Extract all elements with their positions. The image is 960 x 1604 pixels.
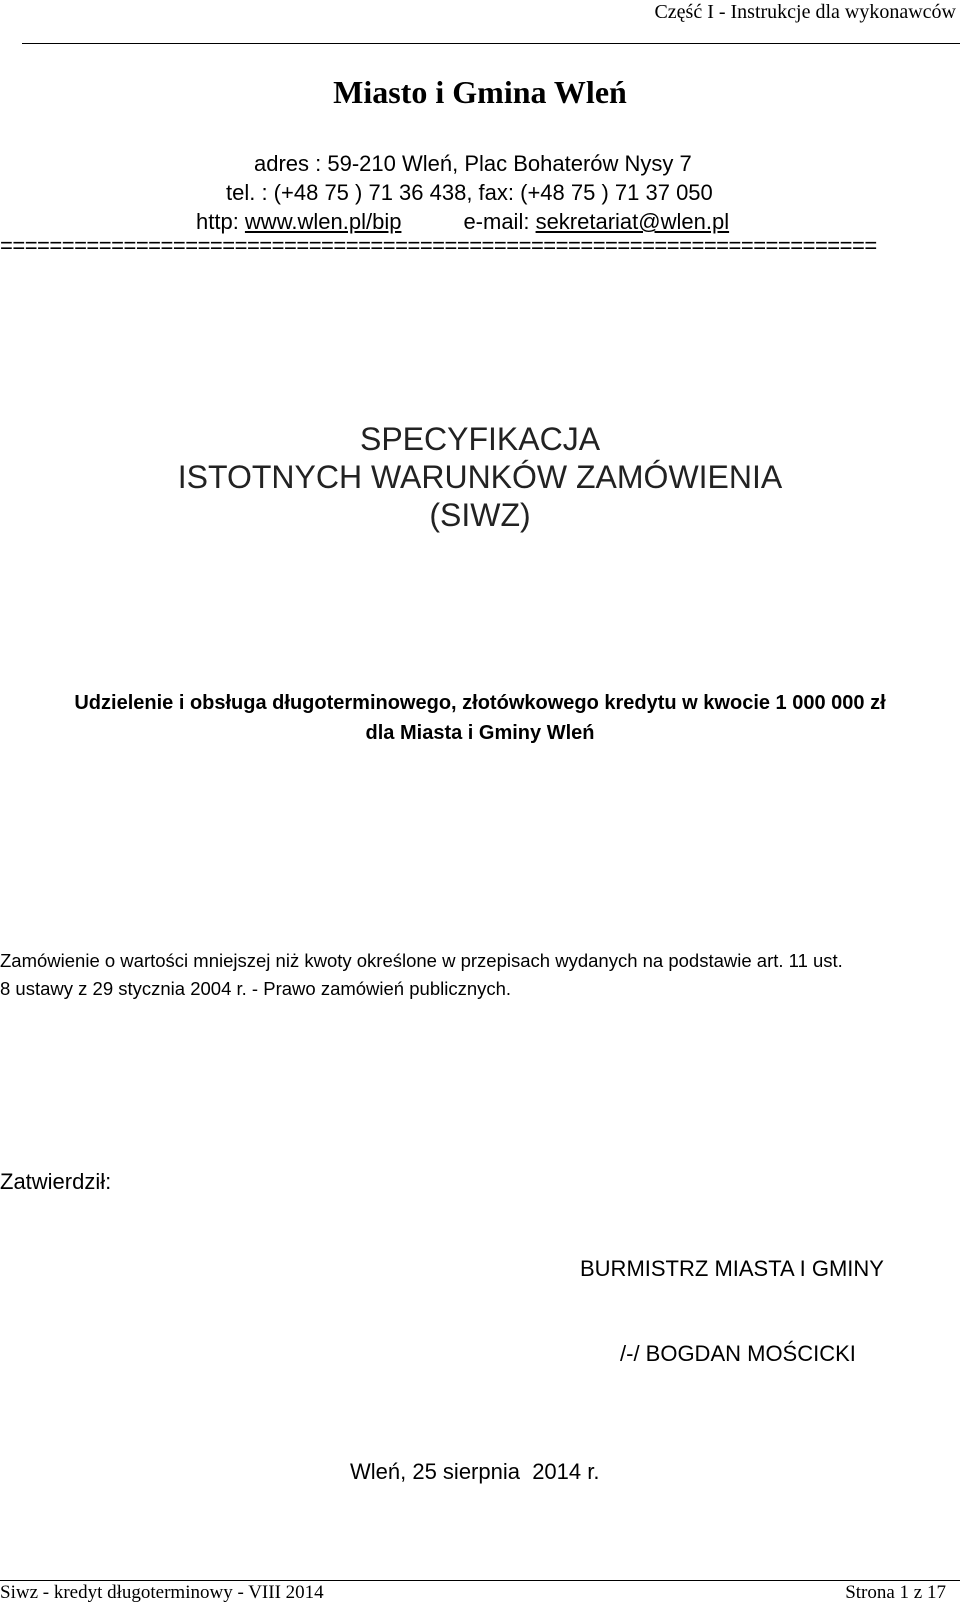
legal-note-line-2: 8 ustawy z 29 stycznia 2004 r. - Prawo zamówień publicznych. <box>0 978 512 999</box>
email-link[interactable]: sekretariat@wlen.pl <box>535 209 730 234</box>
running-header: Część I - Instrukcje dla wykonawców <box>654 1 956 23</box>
web-label: http: <box>196 209 245 234</box>
subject-line-1: Udzielenie i obsługa długoterminowego, złotówkowego kredytu w kwocie 1 000 000 zł <box>74 692 886 714</box>
subject-line-2: dla Miasta i Gminy Wleń <box>365 722 595 744</box>
mayor-title: BURMISTRZ MIASTA I GMINY <box>580 1256 884 1281</box>
website-link[interactable]: www.wlen.pl/bip <box>244 209 402 234</box>
footer-document-label: Siwz - kredyt długoterminowy - VIII 2014 <box>0 1582 324 1603</box>
separator-line: ======================================================================= <box>0 233 877 258</box>
footer-page-number: Strona 1 z 17 <box>845 1582 946 1603</box>
phone-line: tel. : (+48 75 ) 71 36 438, fax: (+48 75 ) 71 37 050 <box>226 180 713 205</box>
place-date: Wleń, 25 sierpnia 2014 r. <box>350 1459 600 1484</box>
mayor-name: /-/ BOGDAN MOŚCICKI <box>620 1341 856 1366</box>
legal-note-line-1: Zamówienie o wartości mniejszej niż kwoty określone w przepisach wydanych na podstawie art. 11 ust. <box>0 950 843 971</box>
address-line: adres : 59-210 Wleń, Plac Bohaterów Nysy 7 <box>254 151 692 176</box>
email-label: e-mail: <box>463 209 536 234</box>
document-title-line-1: SPECYFIKACJA <box>359 421 601 457</box>
web-email-line <box>196 208 729 236</box>
organization-name: Miasto i Gmina Wleń <box>333 74 627 110</box>
approved-by-label: Zatwierdził: <box>0 1169 112 1194</box>
header-rule <box>22 43 960 44</box>
document-title-line-2: ISTOTNYCH WARUNKÓW ZAMÓWIENIA <box>177 459 783 495</box>
document-title-line-3: (SIWZ) <box>429 497 531 533</box>
